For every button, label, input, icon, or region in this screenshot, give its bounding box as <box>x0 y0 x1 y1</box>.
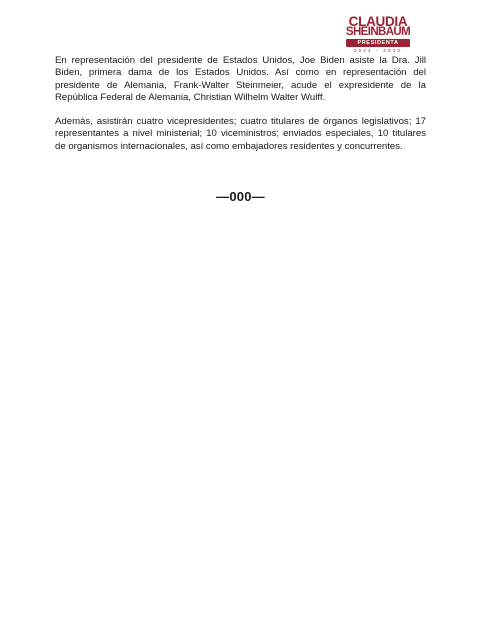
body-paragraph: En representación del presidente de Estados Unidos, Joe Biden asiste la Dra. Jill Biden, primera dama de los Estados Unidos. Así como en representación del presidente de Alemania, Frank-Walter Steinmeier, acude el expresidente de la República Federal de Alemania, Christian Wilhelm Walter Wulff. <box>55 55 426 104</box>
logo-name-first: CLAUDIA <box>348 14 408 29</box>
campaign-logo <box>332 16 424 54</box>
logo-years: 2024 - 2030 <box>353 48 403 53</box>
end-separator: —000— <box>216 189 265 204</box>
logo-name-last: SHEINBAUM <box>345 26 411 38</box>
body-paragraph: Además, asistirán cuatro vicepresidentes; cuatro titulares de órganos legislativos; 17 representantes a nivel ministerial; 10 viceministros; enviados especiales, 10 titulares de organismos internacionales, así como embajadores residentes y concurrentes. <box>55 116 426 152</box>
logo-subtitle-badge: PRESIDENTA <box>346 39 410 47</box>
